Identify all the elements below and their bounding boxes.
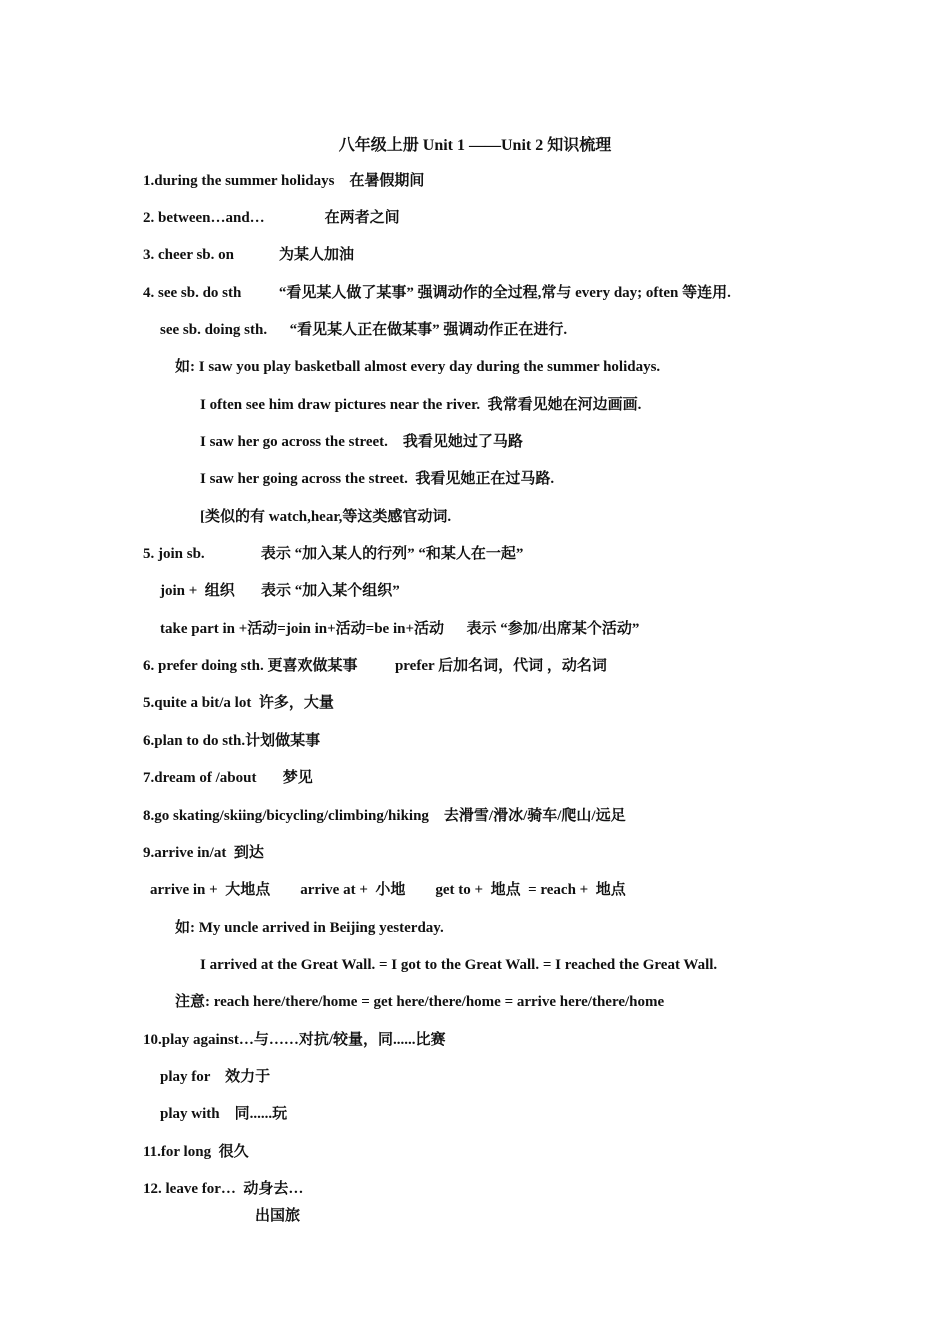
item-6b: 6.plan to do sth.计划做某事 — [143, 733, 321, 749]
item-5b: 5.quite a bit/a lot 许多，大量 — [143, 695, 334, 711]
cut-off-text: 出国旅 — [255, 1208, 301, 1224]
item-3: 3. cheer sb. on 为某人加油 — [143, 247, 354, 263]
item-9-sub: arrive in + 大地点 arrive at + 小地 get to + 地点 = reach + 地点 — [150, 882, 626, 898]
item-6: 6. prefer doing sth. 更喜欢做某事 prefer 后加名词，代词 ，动名词 — [143, 658, 607, 674]
item-4-sub: see sb. doing sth. “看见某人正在做某事” 强调动作正在进行. — [160, 322, 568, 338]
item-5: 5. join sb. 表示 “加入某人的行列” “和某人在一起” — [143, 546, 524, 562]
item-1: 1.during the summer holidays 在暑假期间 — [143, 173, 425, 189]
item-4: 4. see sb. do sth “看见某人做了某事” 强调动作的全过程,常与 every day; often 等连用. — [143, 285, 731, 301]
item-8: 8.go skating/skiing/bicycling/climbing/hiking 去滑雪/滑冰/骑车/爬山/远足 — [143, 808, 626, 824]
example-line: I arrived at the Great Wall. = I got to the Great Wall. = I reached the Great Wall. — [200, 957, 718, 973]
item-5-sub: join + 组织 表示 “加入某个组织” — [160, 583, 400, 599]
item-9: 9.arrive in/at 到达 — [143, 845, 264, 861]
item-11: 11.for long 很久 — [143, 1144, 249, 1160]
example-line: I saw her go across the street. 我看见她过了马路 — [200, 434, 523, 450]
cut-off-line — [255, 1208, 335, 1224]
example-line: 如: My uncle arrived in Beijing yesterday. — [175, 920, 444, 936]
example-line: 如: I saw you play basketball almost every day during the summer holidays. — [175, 359, 661, 375]
example-line: I often see him draw pictures near the river. 我常看见她在河边画画. — [200, 397, 642, 413]
example-line: I saw her going across the street. 我看见她正在过马路. — [200, 471, 555, 487]
note-line: 注意: reach here/there/home = get here/there/home = arrive here/there/home — [175, 994, 665, 1010]
item-7: 7.dream of /about 梦见 — [143, 770, 313, 786]
item-2: 2. between…and… 在两者之间 — [143, 210, 400, 226]
item-12: 12. leave for… 动身去… — [143, 1181, 304, 1197]
item-5-sub: take part in +活动=join in+活动=be in+活动 表示 “参加/出席某个活动” — [160, 621, 640, 637]
item-10: 10.play against…与……对抗/较量，同......比赛 — [143, 1032, 446, 1048]
note-line: [类似的有 watch,hear,等这类感官动词. — [200, 509, 452, 525]
item-10-sub: play with 同......玩 — [160, 1106, 288, 1122]
document-title: 八年级上册 Unit 1 ——Unit 2 知识梳理 — [338, 137, 612, 154]
item-10-sub: play for 效力于 — [160, 1069, 271, 1085]
